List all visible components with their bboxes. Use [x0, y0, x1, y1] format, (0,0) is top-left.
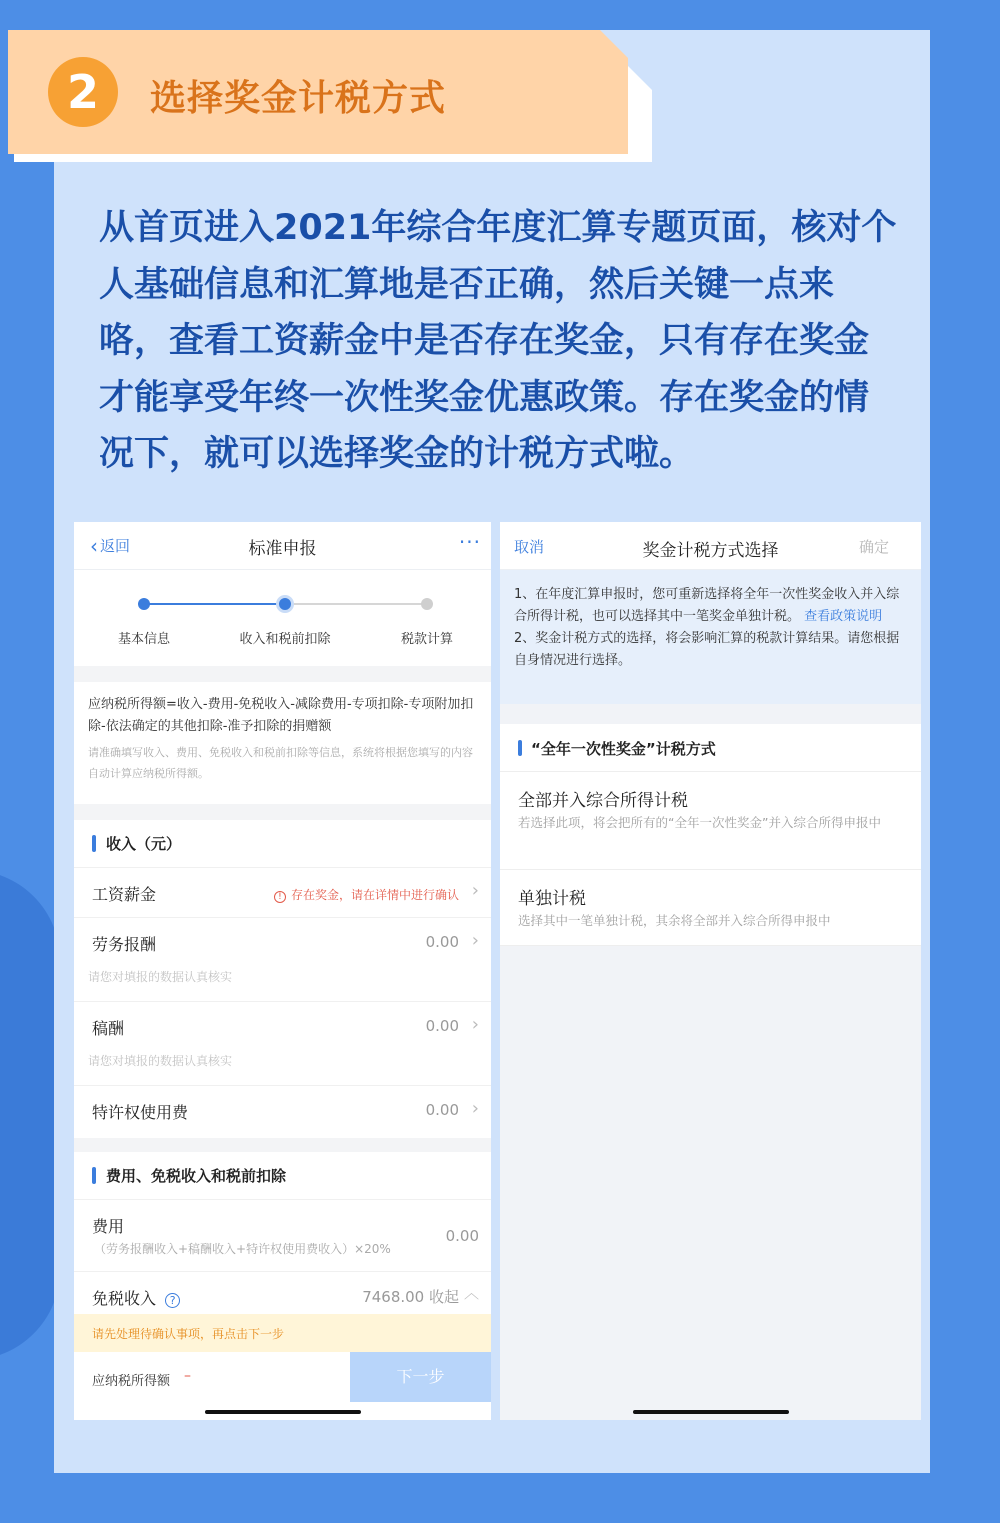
option-desc: 若选择此项，将会把所有的“全年一次性奖金”并入综合所得申报中	[518, 815, 881, 830]
row-value: 0.00	[425, 1017, 459, 1035]
progress-stepper	[74, 570, 491, 666]
bonus-method-section	[500, 724, 921, 946]
income-row-royalty[interactable]	[74, 1002, 491, 1086]
step-dot-2-current	[276, 595, 294, 613]
help-icon[interactable]: ?	[165, 1293, 180, 1308]
chevron-right-icon: ›	[471, 880, 479, 901]
step-line-pending	[286, 603, 426, 605]
option-title: 单独计税	[518, 889, 586, 909]
deduction-section	[74, 1152, 491, 1314]
row-value: 0.00	[425, 1101, 459, 1119]
bonus-method-header	[500, 724, 921, 772]
step-label-2: 收入和税前扣除	[239, 632, 331, 647]
step-label-1: 基本信息	[117, 632, 171, 647]
chevron-right-icon: ›	[471, 1014, 479, 1035]
chevron-up-icon[interactable]: ︿	[463, 1284, 479, 1302]
chevron-right-icon: ›	[471, 930, 479, 951]
exempt-label-text: 免税收入	[92, 1289, 157, 1308]
fee-formula: （劳务报酬收入+稿酬收入+特许权使用费收入）×20%	[94, 1242, 391, 1256]
warning-icon: !	[274, 891, 286, 903]
fee-row	[74, 1200, 491, 1272]
next-step-button[interactable]: 下一步	[350, 1352, 491, 1402]
exempt-income-row[interactable]	[74, 1272, 491, 1314]
income-row-franchise[interactable]	[74, 1086, 491, 1138]
bonus-warning	[274, 886, 459, 903]
bonus-warning-text: 存在奖金，请在详情中进行确认	[290, 888, 459, 902]
notice-text-1: 1、在年度汇算申报时，您可重新选择将全年一次性奖金收入并入综合所得计税，也可以选择其中一笔奖金单独计税。	[514, 587, 900, 624]
fee-value: 0.00	[445, 1227, 479, 1245]
income-row-labor[interactable]	[74, 918, 491, 1002]
row-label: 特许权使用费	[92, 1103, 189, 1122]
step-label-3: 税款计算	[400, 632, 454, 647]
bonus-tax-method-screen	[500, 522, 921, 1420]
deduction-section-title: 费用、免税收入和税前扣除	[106, 1167, 287, 1185]
nav-bar	[74, 522, 491, 570]
option-desc: 选择其中一笔单独计税，其余将全部并入综合所得申报中	[518, 913, 831, 928]
row-value: 0.00	[425, 933, 459, 951]
step-dot-3	[421, 598, 433, 610]
row-label: 劳务报酬	[92, 935, 157, 954]
more-icon[interactable]: ···	[458, 530, 481, 554]
section-marker	[92, 835, 96, 852]
step-dot-1	[138, 598, 150, 610]
bottom-bar	[74, 1352, 491, 1420]
income-section-title: 收入（元）	[106, 835, 182, 853]
nav-title: 奖金计税方式选择	[642, 541, 779, 561]
formula-text: 应纳税所得额=收入-费用-免税收入-减除费用-专项扣除-专项附加扣除-依法确定的其他扣除-准予扣除的捐赠额	[88, 697, 474, 734]
income-section-header	[74, 820, 491, 868]
formula-hint: 请准确填写收入、费用、免税收入和税前扣除等信息，系统将根据您填写的内容自动计算应纳税所得额。	[88, 746, 473, 780]
policy-link[interactable]: 查看政策说明	[804, 609, 883, 624]
row-label: 工资薪金	[92, 885, 157, 904]
nav-bar	[500, 522, 921, 570]
step-number-badge: 2	[48, 57, 118, 127]
fee-label: 费用	[92, 1217, 125, 1236]
nav-title: 标准申报	[248, 539, 317, 559]
step-line-done	[144, 603, 284, 605]
notice-item-2: 2、奖金计税方式的选择，将会影响汇算的税款计算结果。请您根据自身情况进行选择。	[514, 631, 900, 668]
bonus-method-title: “全年一次性奖金”计税方式	[531, 740, 716, 758]
option-merge-all[interactable]	[500, 772, 921, 870]
back-label: 返回	[100, 537, 131, 555]
home-indicator	[205, 1410, 361, 1414]
taxable-income-label: 应纳税所得额	[92, 1374, 171, 1389]
cancel-button[interactable]: 取消	[514, 538, 545, 556]
notice-item-1	[514, 584, 909, 628]
section-title: 选择奖金计税方式	[150, 78, 447, 119]
confirm-button[interactable]: 确定	[858, 538, 889, 556]
standard-declaration-screen	[74, 522, 491, 1420]
option-title: 全部并入综合所得计税	[518, 791, 688, 811]
intro-paragraph: 从首页进入2021年综合年度汇算专题页面，核对个人基础信息和汇算地是否正确，然后关键一点来咯，查看工资薪金中是否存在奖金，只有存在奖金才能享受年终一次性奖金优惠政策。存在奖金的情况下，就可以选择奖金的计税方式啦。	[99, 208, 897, 474]
section-marker	[518, 740, 522, 756]
pending-alert: 请先处理待确认事项，再点击下一步	[74, 1314, 491, 1352]
taxable-income-value: –	[184, 1368, 191, 1384]
chevron-left-icon: ‹	[90, 534, 98, 558]
formula-box	[74, 682, 491, 804]
home-indicator	[633, 1410, 789, 1414]
exempt-label	[92, 1286, 180, 1309]
option-separate[interactable]	[500, 870, 921, 946]
background-decoration	[0, 870, 60, 1360]
chevron-right-icon: ›	[471, 1098, 479, 1119]
row-hint: 请您对填报的数据认真核实	[88, 1054, 233, 1068]
row-hint: 请您对填报的数据认真核实	[88, 970, 233, 984]
notice-box	[500, 570, 921, 704]
row-label: 稿酬	[92, 1019, 125, 1038]
income-row-salary[interactable]	[74, 868, 491, 918]
exempt-value: 7468.00 收起	[362, 1288, 459, 1306]
income-section	[74, 820, 491, 1138]
section-marker	[92, 1167, 96, 1184]
deduction-section-header	[74, 1152, 491, 1200]
